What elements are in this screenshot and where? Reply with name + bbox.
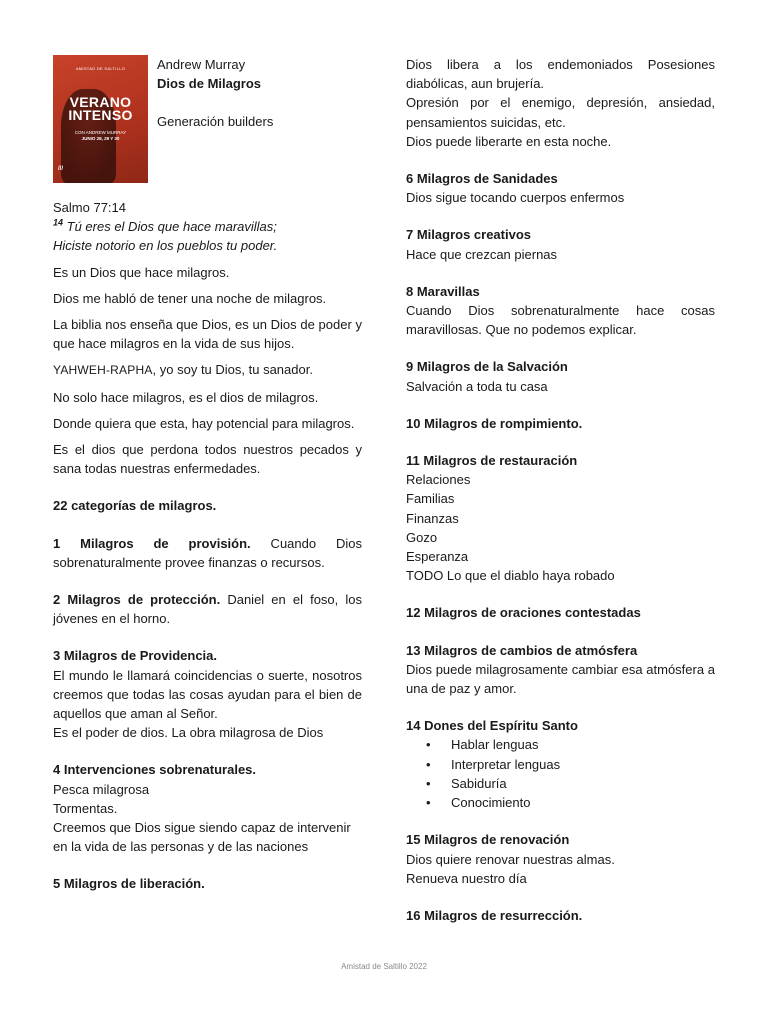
section-10-title: 10 Milagros de rompimiento. [406, 415, 583, 431]
section-11-item: Familias [406, 491, 455, 507]
section-11-item: TODO Lo que el diablo haya robado [406, 568, 615, 584]
event-cover-image [53, 55, 148, 183]
list-item: • Interpretar lenguas [406, 755, 715, 774]
section-12-title: 12 Milagros de oraciones contestadas [406, 605, 641, 621]
cover-title-line2: INTENSO [68, 107, 133, 123]
section-4-line-1: Pesca milagrosa [53, 781, 150, 797]
section-11-item: Finanzas [406, 510, 459, 526]
paragraph-3: La biblia nos enseña que Dios, es un Dios de poder y que hace milagros en la vida de sus hijos. [53, 317, 362, 352]
paragraph-1: Es un Dios que hace milagros. [53, 264, 230, 280]
liberation-line-2: Opresión por el enemigo, depresión, ansiedad, pensamientos suicidas, etc. [406, 95, 715, 130]
section-3-title: 3 Milagros de Providencia. [53, 648, 217, 664]
section-6-title: 6 Milagros de Sanidades [406, 171, 558, 187]
section-1 [53, 534, 362, 572]
section-14-list [406, 735, 715, 812]
paragraph-4 [53, 360, 362, 380]
paragraph-4-text: , yo soy tu Dios, tu sanador. [152, 362, 313, 378]
section-15-line-2: Renueva nuestro día [406, 870, 527, 886]
divine-name: YAHWEH-RAPHA [53, 363, 153, 378]
section-14-title: 14 Dones del Espíritu Santo [406, 718, 578, 734]
verse-reference: Salmo 77:14 [53, 200, 126, 215]
cover-logo-mark: /// [58, 165, 64, 172]
section-8-title: 8 Maravillas [406, 283, 480, 299]
document-title: Dios de Milagros [157, 76, 262, 92]
verse-number: 14 [53, 217, 64, 228]
section-8-text: Cuando Dios sobrenaturalmente hace cosas maravillosas. Que no podemos explicar. [406, 303, 715, 338]
section-9-title: 9 Milagros de la Salvación [406, 359, 568, 375]
section-3-text-2: Es el poder de dios. La obra milagrosa de Dios [53, 725, 324, 741]
categories-heading: 22 categorías de milagros. [53, 498, 217, 514]
verse-line-1 [53, 217, 362, 236]
section-7-title: 7 Milagros creativos [406, 227, 531, 243]
cover-subtitle: CON ANDREW MURRAY [74, 130, 127, 135]
section-13-title: 13 Milagros de cambios de atmósfera [406, 642, 638, 658]
section-11-item: Relaciones [406, 472, 471, 488]
section-9-text: Salvación a toda tu casa [406, 378, 548, 394]
section-11-item: Esperanza [406, 549, 469, 565]
liberation-line-1: Dios libera a los endemoniados Posesiones diabólicas, aun brujería. [406, 57, 715, 92]
list-item: • Sabiduría [406, 774, 715, 793]
liberation-line-3: Dios puede liberarte en esta noche. [406, 133, 612, 149]
document-header [53, 55, 362, 198]
section-3-text-1: El mundo le llamará coincidencias o suerte, nosotros creemos que todas las cosas ayudan para el bien de aquellos que aman al Señor. [53, 667, 362, 722]
section-15-line-1: Dios quiere renovar nuestras almas. [406, 851, 615, 867]
section-1-text: Cuando Dios sobrenaturalmente provee finanzas o recursos. [53, 535, 362, 570]
section-11-title: 11 Milagros de restauración [406, 453, 578, 469]
section-2-title: 2 Milagros de protección. [53, 592, 221, 608]
paragraph-5: No solo hace milagros, es el dios de milagros. [53, 389, 319, 405]
list-item: • Hablar lenguas [406, 735, 715, 754]
cover-title-line1: VERANO [69, 94, 132, 110]
header-text [157, 55, 273, 132]
section-11-item: Gozo [406, 529, 438, 545]
left-column [53, 55, 362, 894]
section-7-text: Hace que crezcan piernas [406, 246, 558, 262]
paragraph-6: Donde quiera que esta, hay potencial para milagros. [53, 415, 355, 431]
paragraph-7: Es el dios que perdona todos nuestros pecados y sana todas nuestras enfermedades. [53, 442, 362, 477]
section-13-text: Dios puede milagrosamente cambiar esa atmósfera a una de paz y amor. [406, 661, 715, 697]
section-15-title: 15 Milagros de renovación [406, 832, 570, 848]
section-16-title: 16 Milagros de resurrección. [406, 907, 583, 923]
paragraph-2: Dios me habló de tener una noche de milagros. [53, 290, 327, 306]
section-4-line-3: Creemos que Dios sigue siendo capaz de intervenir en la vida de las personas y de las naciones [53, 820, 351, 855]
list-item: • Conocimiento [406, 793, 715, 812]
verse-line-1-text: Tú eres el Dios que hace maravillas; [66, 219, 277, 235]
section-2-text: Daniel en el foso, los jóvenes en el horno. [53, 592, 362, 627]
right-column [406, 55, 715, 925]
section-2 [53, 590, 362, 628]
author-name: Andrew Murray [157, 57, 246, 72]
group-name: Generación builders [157, 114, 274, 130]
section-4-line-2: Tormentas. [53, 800, 118, 816]
section-1-title: 1 Milagros de provisión. [53, 535, 251, 551]
verse-line-2: Hiciste notorio en los pueblos tu poder. [53, 238, 278, 254]
section-6-text: Dios sigue tocando cuerpos enfermos [406, 190, 625, 206]
section-4-title: 4 Intervenciones sobrenaturales. [53, 762, 257, 778]
section-5-title: 5 Milagros de liberación. [53, 876, 205, 892]
page-footer: Amistad de Saltillo 2022 [341, 962, 427, 971]
cover-date: JUNIO 28, 29 Y 30 [81, 136, 120, 141]
cover-top-line: AMISTAD DE SALTILLO [75, 66, 126, 71]
